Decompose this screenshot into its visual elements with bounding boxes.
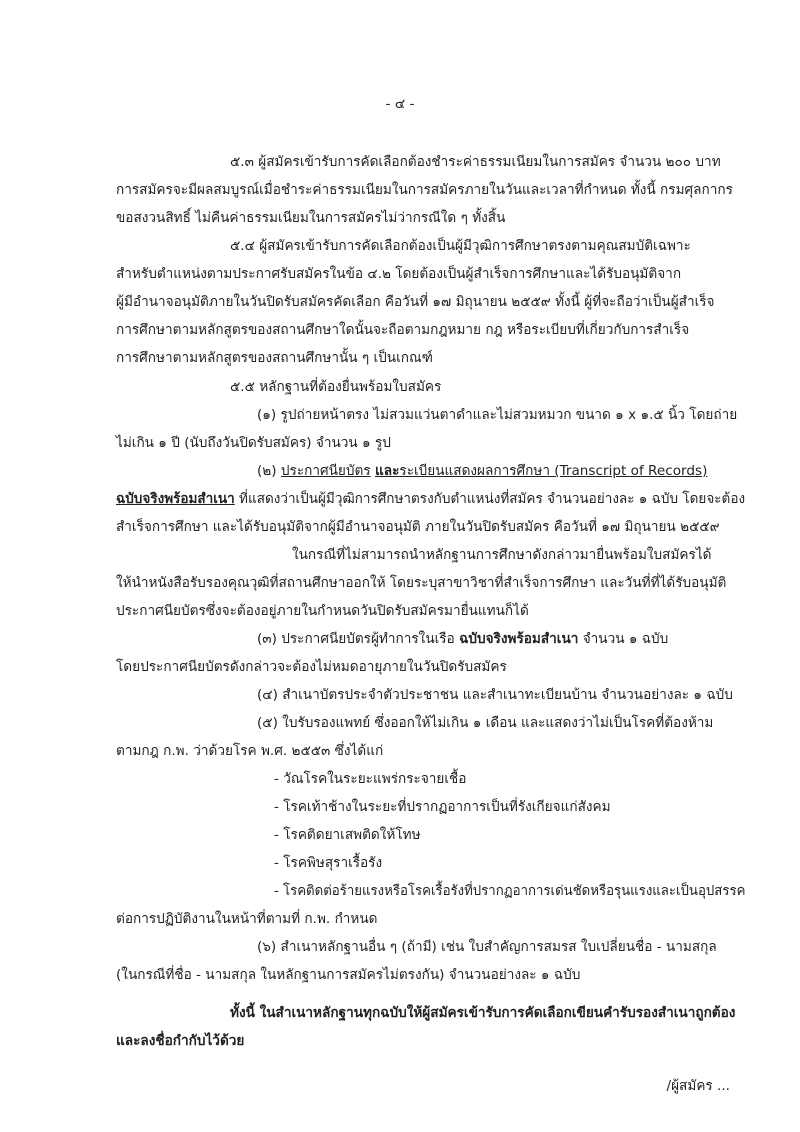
s54-line-1: ๕.๔ ผู้สมัครเข้ารับการคัดเลือกต้องเป็นผู้มีวุฒิการศึกษาตรงตามคุณสมบัติเฉพาะ	[230, 238, 691, 254]
s55-heading: ๕.๕ หลักฐานที่ต้องยื่นพร้อมใบสมัคร	[230, 379, 442, 395]
item-2-line-3: สำเร็จการศึกษา และได้รับอนุมัติจากผู้มีอำนาจอนุมัติ ภายในวันปิดรับสมัคร คือวันที่ ๑๗ มิถุนายน ๒๕๕๙	[116, 519, 720, 535]
item-2-line-2-rest: ที่แสดงว่าเป็นผู้มีวุฒิการศึกษาตรงกับตำแหน่งที่สมัคร จำนวนอย่างละ ๑ ฉบับ โดยจะต้อง	[234, 491, 746, 507]
item-5-line-2: ตามกฎ ก.พ. ว่าด้วยโรค พ.ศ. ๒๕๕๓ ซึ่งได้แก่	[116, 743, 384, 759]
item-3-line-1	[257, 629, 668, 649]
disease-3: - โรคติดยาเสพติดให้โทษ	[274, 827, 421, 843]
item-2-line-6: ประกาศนียบัตรซึ่งจะต้องอยู่ภายในกำหนดวันปิดรับสมัครมายื่นแทนก็ได้	[116, 603, 529, 619]
item-2-original-copy: ฉบับจริงพร้อมสำเนา	[116, 491, 235, 507]
s53-line-1: ๕.๓ ผู้สมัครเข้ารับการคัดเลือกต้องชำระค่าธรรมเนียมในการสมัคร จำนวน ๒๐๐ บาท	[230, 154, 721, 170]
item-2-line-4: ในกรณีที่ไม่สามารถนำหลักฐานการศึกษาดังกล่าวมายื่นพร้อมใบสมัครได้	[292, 547, 712, 563]
disease-5-line-2: ต่อการปฏิบัติงานในหน้าที่ตามที่ ก.พ. กำหนด	[116, 911, 378, 927]
item-6-line-1: (๖) สำเนาหลักฐานอื่น ๆ (ถ้ามี) เช่น ใบสำคัญการสมรส ใบเปลี่ยนชื่อ - นามสกุล	[257, 939, 717, 955]
item-2-certificate: ประกาศนียบัตร	[280, 463, 371, 479]
item-3-text-c: จำนวน ๑ ฉบับ	[578, 631, 669, 647]
item-4: (๔) สำเนาบัตรประจำตัวประชาชน และสำเนาทะเบียนบ้าน จำนวนอย่างละ ๑ ฉบับ	[257, 687, 733, 703]
s54-line-4: การศึกษาตามหลักสูตรของสถานศึกษาใดนั้นจะถือตามกฎหมาย กฎ หรือระเบียบที่เกี่ยวกับการสำเร็จ	[116, 322, 690, 338]
item-3-original-copy: ฉบับจริงพร้อมสำเนา	[459, 631, 579, 647]
item-2-transcript: ระเบียนแสดงผลการศึกษา (Transcript of Records)	[399, 463, 708, 479]
page-number: - ๔ -	[385, 96, 415, 112]
disease-4: - โรคพิษสุราเรื้อรัง	[274, 855, 383, 871]
s54-line-5: การศึกษาตามหลักสูตรของสถานศึกษานั้น ๆ เป็นเกณฑ์	[116, 350, 433, 366]
continuation-marker: /ผู้สมัคร ...	[666, 1078, 730, 1094]
s54-line-2: สำหรับตำแหน่งตามประกาศรับสมัครในข้อ ๔.๒ โดยต้องเป็นผู้สำเร็จการศึกษาและได้รับอนุมัติจาก	[116, 266, 682, 282]
item-6-line-2: (ในกรณีที่ชื่อ - นามสกุล ในหลักฐานการสมัครไม่ตรงกัน) จำนวนอย่างละ ๑ ฉบับ	[116, 967, 581, 983]
item-1-line-2: ไม่เกิน ๑ ปี (นับถึงวันปิดรับสมัคร) จำนวน ๑ รูป	[116, 435, 391, 451]
item-3-line-2: โดยประกาศนียบัตรดังกล่าวจะต้องไม่หมดอายุภายในวันปิดรับสมัคร	[116, 659, 507, 675]
item-5-line-1: (๕) ใบรับรองแพทย์ ซึ่งออกให้ไม่เกิน ๑ เดือน และแสดงว่าไม่เป็นโรคที่ต้องห้าม	[257, 715, 714, 731]
disease-5-line-1: - โรคติดต่อร้ายแรงหรือโรคเรื้อรังที่ปรากฏอาการเด่นชัดหรือรุนแรงและเป็นอุปสรรค	[274, 883, 746, 899]
note-line-1: ทั้งนี้ ในสำเนาหลักฐานทุกฉบับให้ผู้สมัครเข้ารับการคัดเลือกเขียนคำรับรองสำเนาถูกต้อง	[230, 1005, 736, 1021]
item-2-and: และ	[374, 463, 400, 479]
disease-1: - วัณโรคในระยะแพร่กระจายเชื้อ	[274, 771, 467, 787]
item-1-line-1: (๑) รูปถ่ายหน้าตรง ไม่สวมแว่นตาดำและไม่สวมหมวก ขนาด ๑ x ๑.๕ นิ้ว โดยถ่าย	[257, 407, 738, 423]
item-2-number: (๒)	[257, 463, 277, 479]
disease-2: - โรคเท้าช้างในระยะที่ปรากฏอาการเป็นที่รังเกียจแก่สังคม	[274, 799, 611, 815]
s54-line-3: ผู้มีอำนาจอนุมัติภายในวันปิดรับสมัครคัดเลือก คือวันที่ ๑๗ มิถุนายน ๒๕๕๙ ทั้งนี้ ผู้ที่จะถือว่าเป็นผู้สำเร็จ	[116, 294, 715, 310]
item-2-line-2	[116, 489, 745, 509]
s53-line-2: การสมัครจะมีผลสมบูรณ์เมื่อชำระค่าธรรมเนียมในการสมัครภายในวันและเวลาที่กำหนด ทั้งนี้ กรมศุลกากร	[116, 182, 733, 198]
item-2-line-5: ให้นำหนังสือรับรองคุณวุฒิที่สถานศึกษาออกให้ โดยระบุสาขาวิชาที่สำเร็จการศึกษา และวันที่ที่ได้รับอนุมัติ	[116, 575, 727, 591]
item-2-line-1	[257, 461, 707, 481]
s53-line-3: ขอสงวนสิทธิ์ ไม่คืนค่าธรรมเนียมในการสมัครไม่ว่ากรณีใด ๆ ทั้งสิ้น	[116, 210, 506, 226]
note-line-2: และลงชื่อกำกับไว้ด้วย	[116, 1033, 245, 1049]
item-3-text-a: (๓) ประกาศนียบัตรผู้ทำการในเรือ	[257, 631, 460, 647]
